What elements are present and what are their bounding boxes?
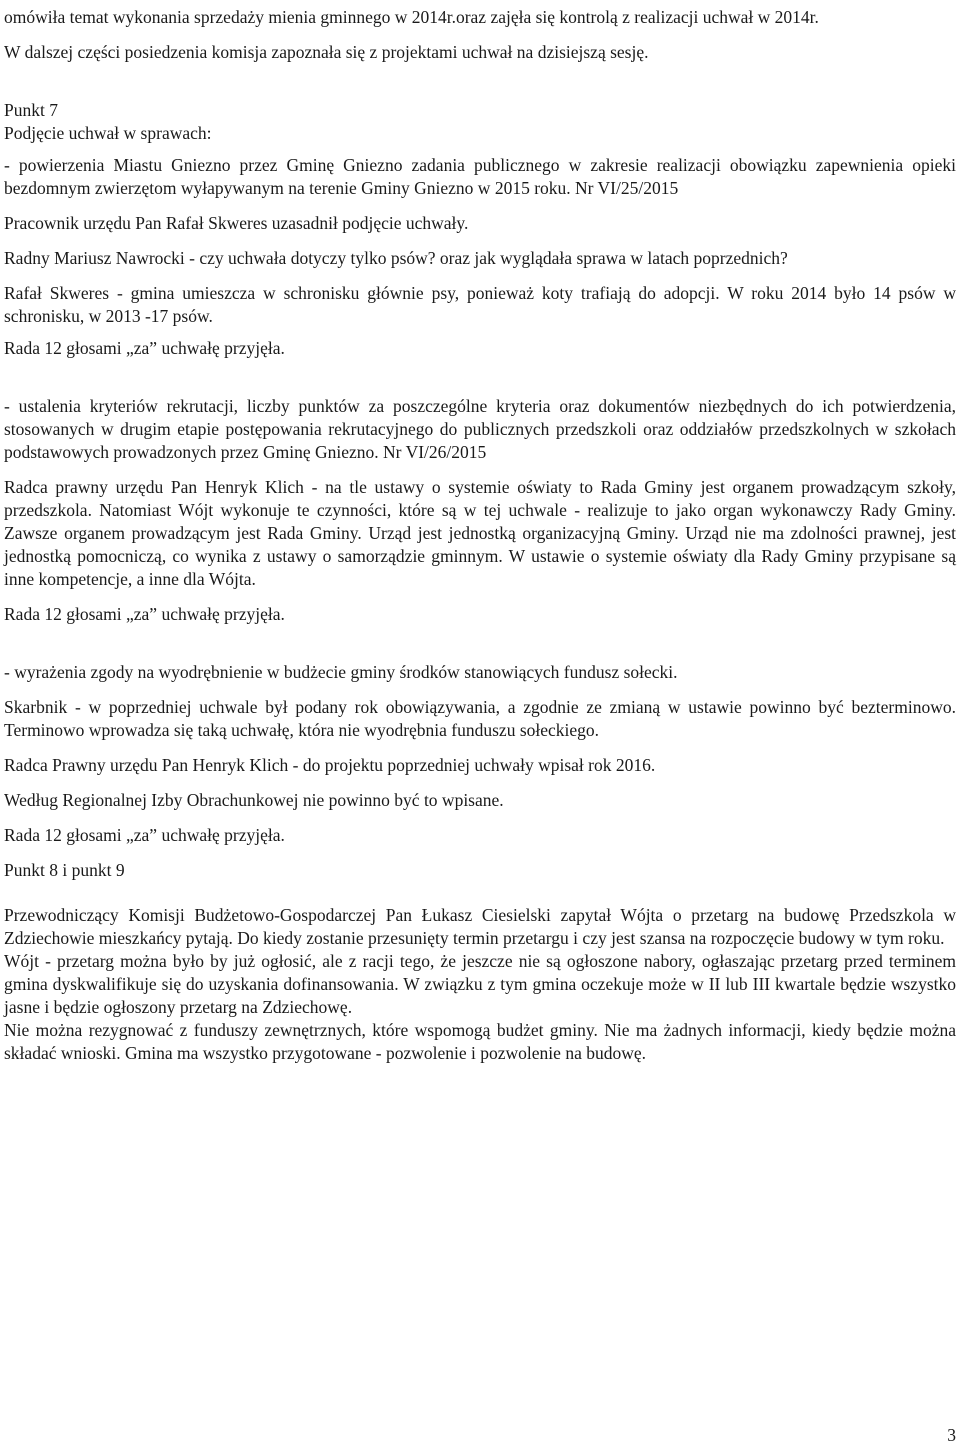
paragraph-rio: Według Regionalnej Izby Obrachunkowej nie powinno być to wpisane. <box>4 790 504 810</box>
heading-punkt-8-9: Punkt 8 i punkt 9 <box>4 860 125 880</box>
paragraph-treasurer: Skarbnik - w poprzedniej uchwale był podany rok obowiązywania, a zgodnie ze zmianą w ustawie powinno być bezterminowo. Terminowo wprowadza się taką uchwałę, która nie wyodrębnia funduszu sołeckiego. <box>4 697 956 740</box>
paragraph-legal-advisor: Radca prawny urzędu Pan Henryk Klich - na tle ustawy o systemie oświaty to Rada Gminy jest organem prowadzącym szkoły, przedszkola. Natomiast Wójt wykonuje te czynności, które są w tej uchwale - realizuje to jako organ wykonawczy Rady Gminy. Zawsze organem prowadzącym jest Rada Gminy. Urząd jest jednostką organizacyjną Gminy. Urząd nie ma zdolności prawnej, jest jednostką pomocniczą, co wynika z ustawy o samorządzie gminnym. W ustawie o systemie oświaty dla Rady Gminy przypisane są inne kompetencje, a inne dla Wójta. <box>4 477 956 589</box>
paragraph-committee-review: omówiła temat wykonania sprzedaży mienia gminnego w 2014r.oraz zajęła się kontrolą z realizacji uchwał w 2014r. <box>4 7 819 27</box>
paragraph-question: Radny Mariusz Nawrocki - czy uchwała dotyczy tylko psów? oraz jak wyglądała sprawa w latach poprzednich? <box>4 248 788 268</box>
paragraph-projects-intro: W dalszej części posiedzenia komisja zapoznała się z projektami uchwał na dzisiejszą sesję. <box>4 42 649 62</box>
resolution-item-recruitment: - ustalenia kryteriów rekrutacji, liczby punktów za poszczególne kryteria oraz dokumentów niezbędnych do ich potwierdzenia, stosowanych w drugim etapie postępowania rekrutacyjnego do publicznych przedszkoli oraz oddziałów przedszkolnych w szkołach podstawowych prowadzonych przez Gminę Gniezno. Nr VI/26/2015 <box>4 396 956 462</box>
document-page <box>4 6 956 1065</box>
paragraph-legal-advisor-2: Radca Prawny urzędu Pan Henryk Klich - do projektu poprzedniej uchwały wpisał rok 2016. <box>4 755 656 775</box>
paragraph-chairman-question: Przewodniczący Komisji Budżetowo-Gospodarczej Pan Łukasz Ciesielski zapytał Wójta o przetarg na budowę Przedszkola w Zdziechowie mieszkańcy pytają. Do kiedy zostanie przesunięty termin przetargu i czy jest szansa na rozpoczęcie budowy w tym roku. <box>4 905 956 948</box>
paragraph-justification: Pracownik urzędu Pan Rafał Skweres uzasadnił podjęcie uchwały. <box>4 213 469 233</box>
paragraph-vote-3: Rada 12 głosami „za” uchwałę przyjęła. <box>4 825 285 845</box>
paragraph-external-funds: Nie można rezygnować z funduszy zewnętrznych, które wspomogą budżet gminy. Nie ma żadnych informacji, kiedy będzie można składać wnioski. Gmina ma wszystko przygotowane - pozwolenie i pozwolenie na budowę. <box>4 1020 956 1063</box>
heading-punkt-7: Punkt 7 <box>4 100 58 120</box>
page-number: 3 <box>947 1425 956 1445</box>
resolution-item-village-fund: - wyrażenia zgody na wyodrębnienie w budżecie gminy środków stanowiących fundusz sołecki. <box>4 662 678 682</box>
resolution-item-animals: - powierzenia Miastu Gniezno przez Gminę Gniezno zadania publicznego w zakresie realizacji obowiązku zapewnienia opieki bezdomnym zwierzętom wyłapywanym na terenie Gminy Gniezno w 2015 roku. Nr VI/25/2015 <box>4 155 956 198</box>
paragraph-vote-2: Rada 12 głosami „za” uchwałę przyjęła. <box>4 604 285 624</box>
paragraph-vote-1: Rada 12 głosami „za” uchwałę przyjęła. <box>4 338 285 358</box>
paragraph-wojt-answer: Wójt - przetarg można było by już ogłosić, ale z racji tego, że jeszcze nie są ogłoszone nabory, ogłaszając przetarg przed terminem gmina dyskwalifikuje się do uzyskania dofinansowania. W związku z tym gmina oczekuje może w II lub III kwartale będzie wszystko jasne i będzie ogłoszony przetarg na Zdziechowę. <box>4 951 956 1017</box>
paragraph-resolutions-intro: Podjęcie uchwał w sprawach: <box>4 123 212 143</box>
paragraph-answer: Rafał Skweres - gmina umieszcza w schronisku głównie psy, ponieważ koty trafiają do adopcji. W roku 2014 było 14 psów w schronisku, w 2013 -17 psów. <box>4 283 956 326</box>
